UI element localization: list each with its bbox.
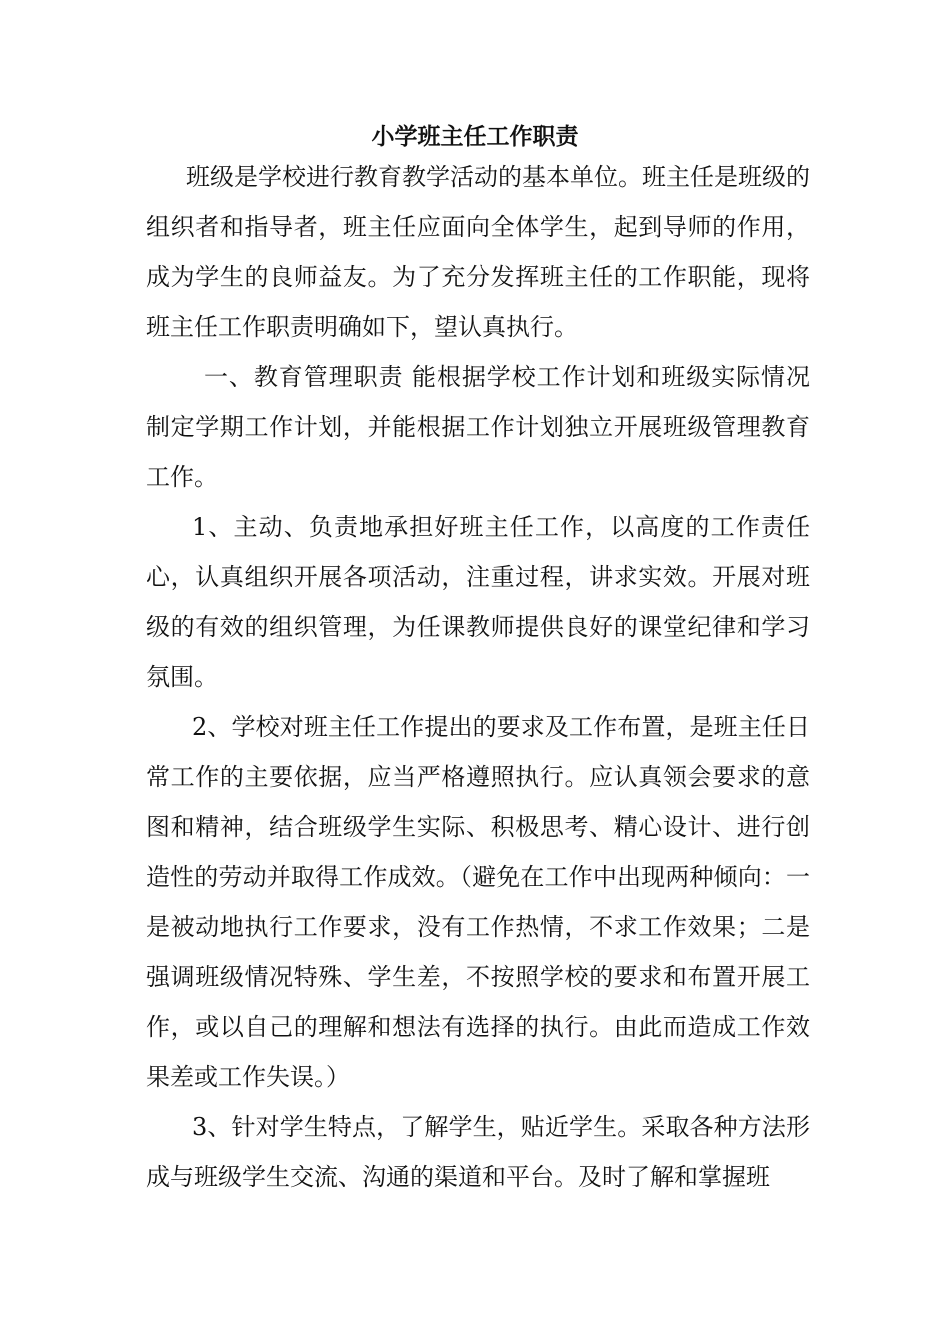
item-1-paragraph: 1、主动、负责地承担好班主任工作，以高度的工作责任心，认真组织开展各项活动，注重过程，讲求实效。开展对班级的有效的组织管理，为任课教师提供良好的课堂纪律和学习氛围。	[146, 513, 810, 691]
document-body	[146, 152, 810, 1202]
intro-paragraph: 班级是学校进行教育教学活动的基本单位。班主任是班级的组织者和指导者，班主任应面向全体学生，起到导师的作用，成为学生的良师益友。为了充分发挥班主任的工作职能，现将班主任工作职责明确如下，望认真执行。	[146, 163, 810, 341]
section-heading-paragraph: 一、教育管理职责 能根据学校工作计划和班级实际情况制定学期工作计划，并能根据工作计划独立开展班级管理教育工作。	[146, 363, 810, 491]
item-3-paragraph: 3、针对学生特点，了解学生，贴近学生。采取各种方法形成与班级学生交流、沟通的渠道和平台。及时了解和掌握班	[146, 1113, 810, 1191]
document-title: 小学班主任工作职责	[371, 123, 579, 150]
item-2-paragraph: 2、学校对班主任工作提出的要求及工作布置，是班主任日常工作的主要依据，应当严格遵照执行。应认真领会要求的意图和精神，结合班级学生实际、积极思考、精心设计、进行创造性的劳动并取得工作成效。（避免在工作中出现两种倾向：一是被动地执行工作要求，没有工作热情，不求工作效果；二是强调班级情况特殊、学生差，不按照学校的要求和布置开展工作，或以自己的理解和想法有选择的执行。由此而造成工作效果差或工作失误。）	[146, 713, 810, 1091]
